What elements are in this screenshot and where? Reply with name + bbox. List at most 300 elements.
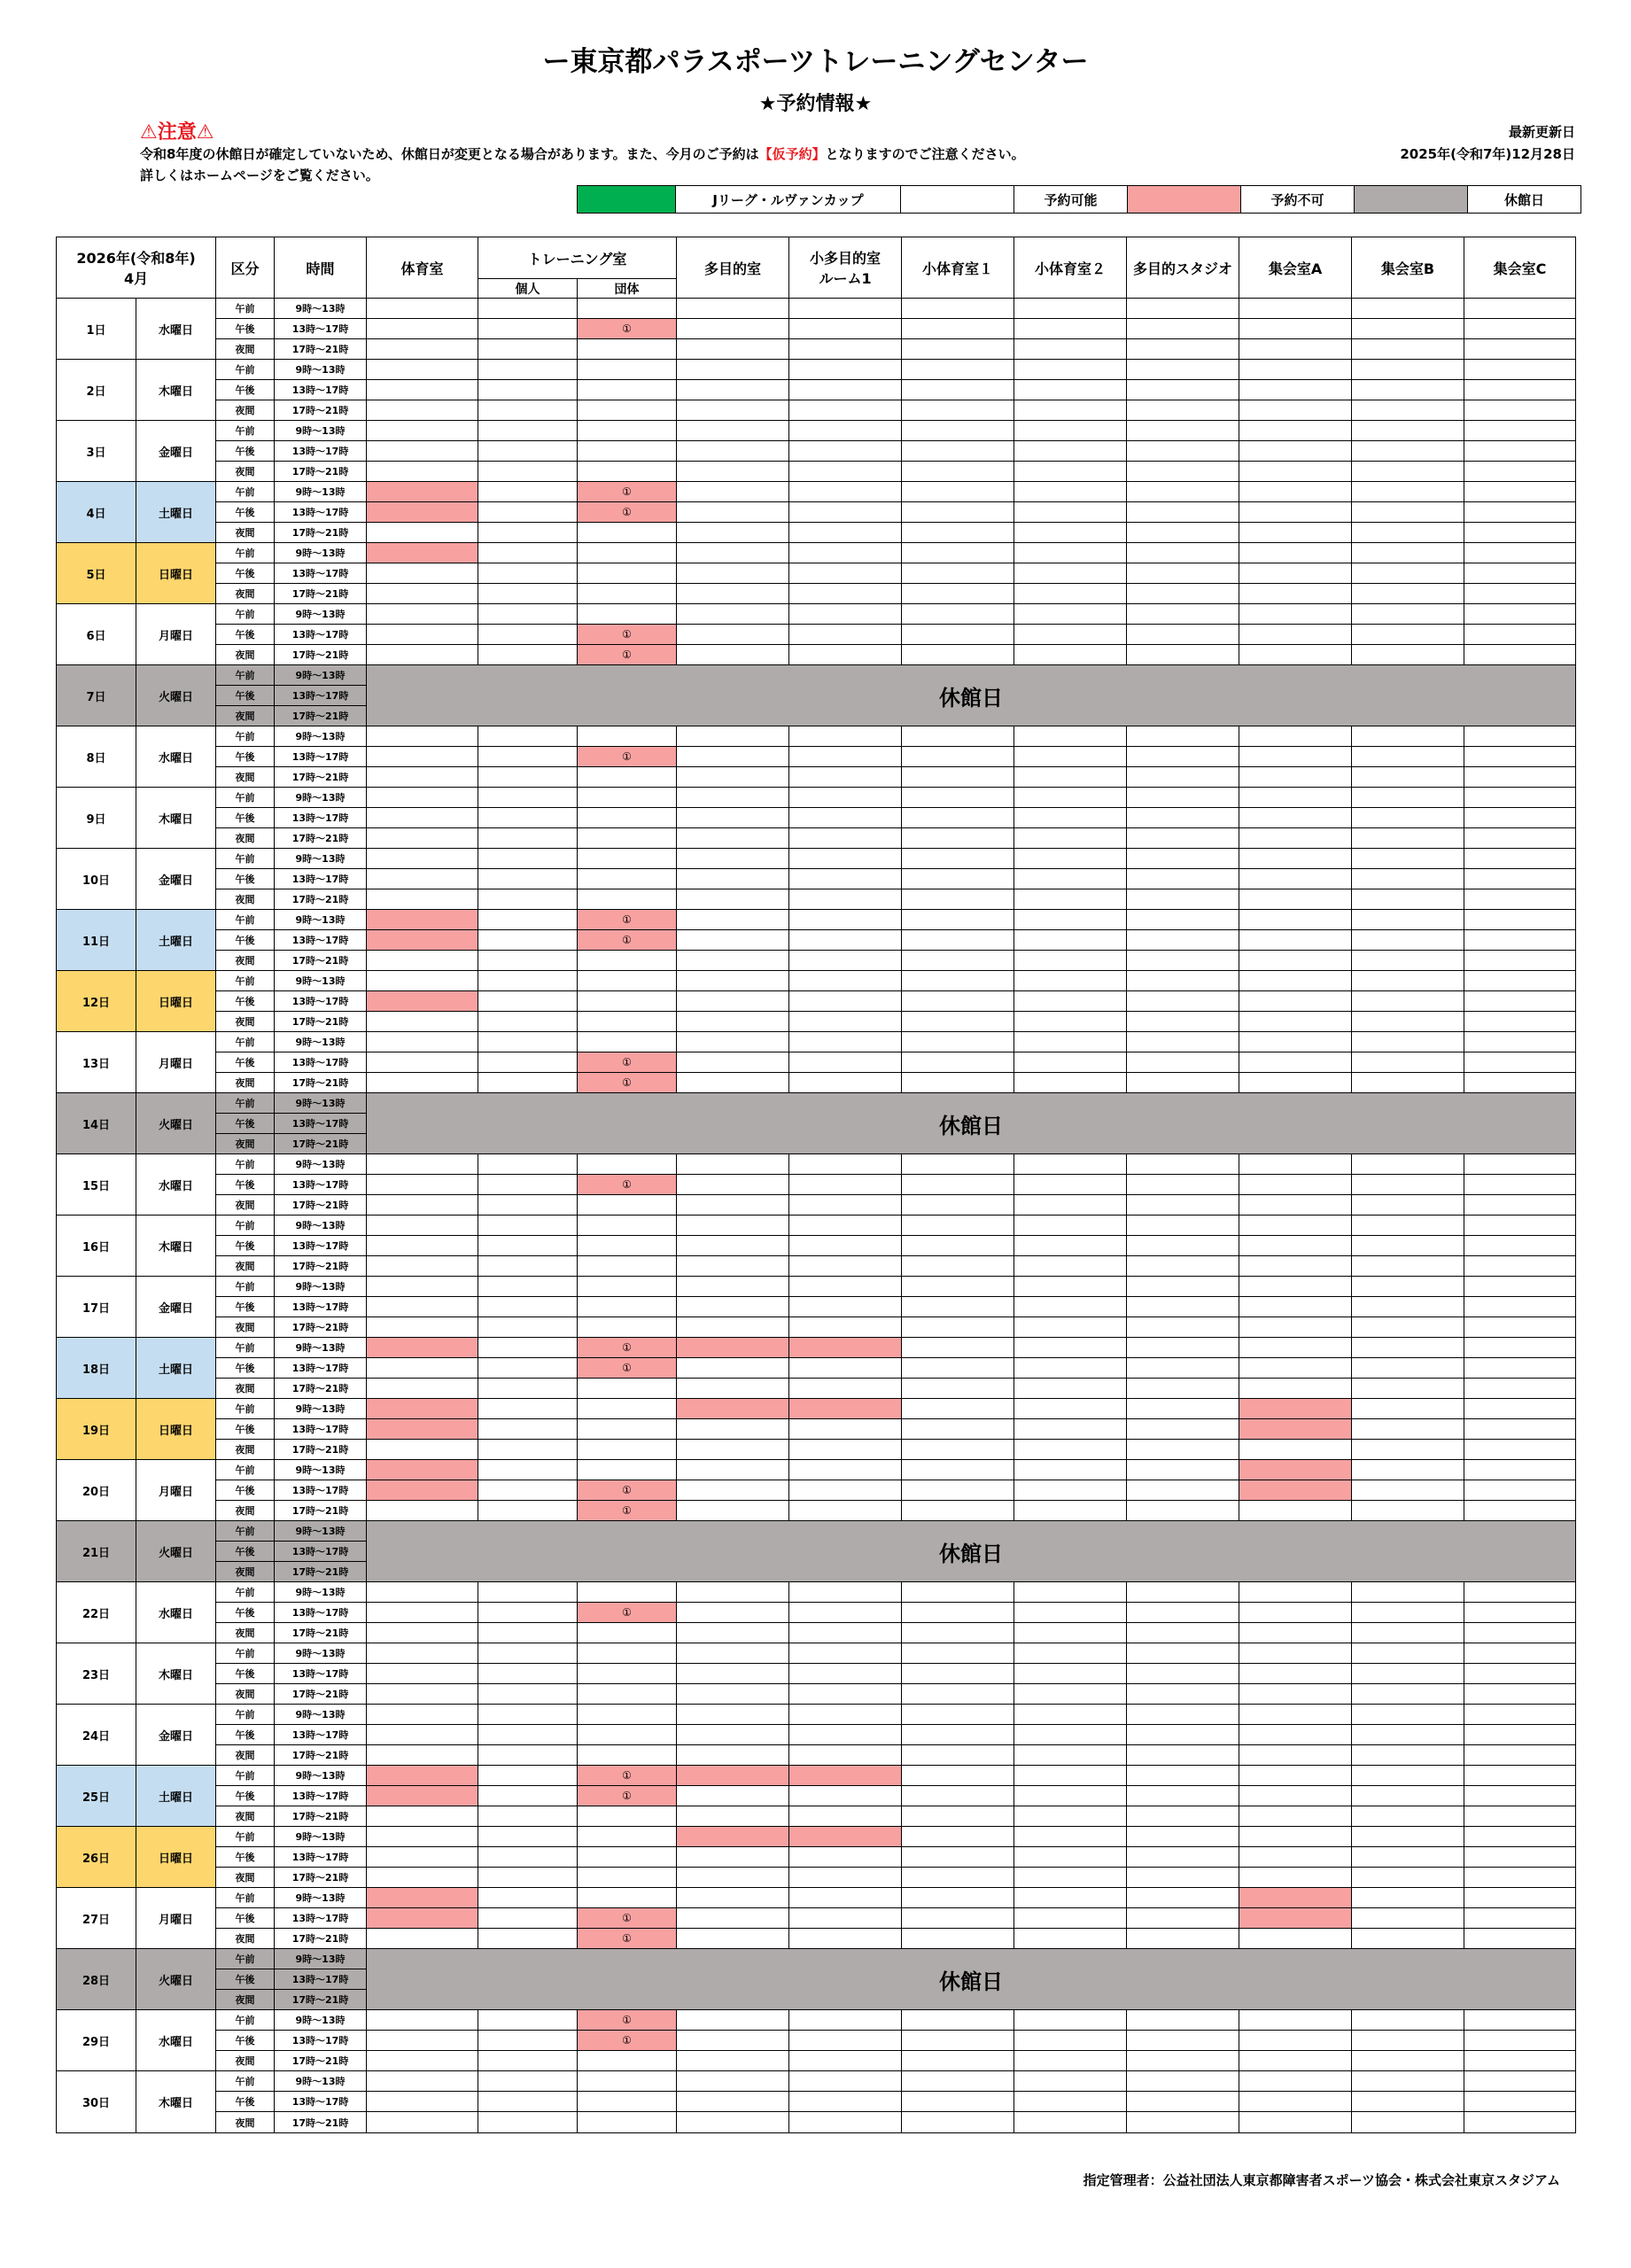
slot-meeting-a xyxy=(1239,910,1352,930)
slot-multi xyxy=(677,1908,789,1929)
period-label: 午前 xyxy=(216,1032,275,1052)
period-label: 夜間 xyxy=(216,1501,275,1521)
table-row xyxy=(57,1949,1576,1969)
slot-small-gym-2 xyxy=(1014,502,1127,523)
slot-multi xyxy=(677,1012,789,1032)
slot-small-gym-1 xyxy=(902,1603,1014,1623)
day-date: 14日 xyxy=(57,1093,136,1154)
table-row xyxy=(57,788,1576,808)
slot-small-gym-2 xyxy=(1014,563,1127,584)
period-time: 17時～21時 xyxy=(275,1134,367,1154)
slot-small-gym-2 xyxy=(1014,400,1127,421)
slot-studio xyxy=(1127,1297,1239,1317)
slot-meeting-a xyxy=(1239,1643,1352,1664)
table-row xyxy=(57,2071,1576,2092)
slot-studio xyxy=(1127,2071,1239,2092)
period-label: 午前 xyxy=(216,788,275,808)
slot-training-individual xyxy=(478,645,578,665)
slot-small-gym-2 xyxy=(1014,1256,1127,1277)
period-label: 午前 xyxy=(216,1949,275,1969)
slot-studio xyxy=(1127,604,1239,625)
period-label: 午後 xyxy=(216,1969,275,1990)
slot-meeting-b xyxy=(1352,462,1464,482)
slot-meeting-a xyxy=(1239,523,1352,543)
slot-training-individual xyxy=(478,1745,578,1766)
slot-small-gym-1 xyxy=(902,1460,1014,1480)
slot-meeting-a xyxy=(1239,584,1352,604)
slot-training-individual xyxy=(478,1847,578,1868)
slot-training-individual xyxy=(478,1643,578,1664)
slot-training-group xyxy=(578,1277,677,1297)
slot-training-group xyxy=(578,1888,677,1908)
slot-gym xyxy=(367,951,478,971)
slot-multi xyxy=(677,360,789,380)
table-row xyxy=(57,1684,1576,1705)
table-row xyxy=(57,1766,1576,1786)
slot-meeting-b xyxy=(1352,1480,1464,1501)
slot-meeting-b xyxy=(1352,1766,1464,1786)
period-label: 夜間 xyxy=(216,706,275,726)
slot-meeting-a xyxy=(1239,319,1352,339)
slot-gym xyxy=(367,1603,478,1623)
slot-small-gym-2 xyxy=(1014,1908,1127,1929)
legend xyxy=(577,185,1581,214)
header-meeting-a: 集会室A xyxy=(1239,237,1352,299)
slot-meeting-b xyxy=(1352,1827,1464,1847)
slot-small-gym-1 xyxy=(902,1786,1014,1806)
slot-meeting-c xyxy=(1464,441,1576,462)
slot-small-gym-2 xyxy=(1014,421,1127,441)
slot-small-multi xyxy=(789,808,902,828)
slot-meeting-b xyxy=(1352,726,1464,747)
table-row xyxy=(57,1705,1576,1725)
period-time: 13時～17時 xyxy=(275,319,367,339)
period-time: 13時～17時 xyxy=(275,1236,367,1256)
period-time: 13時～17時 xyxy=(275,380,367,400)
slot-gym xyxy=(367,1766,478,1786)
slot-training-individual xyxy=(478,1236,578,1256)
slot-small-gym-2 xyxy=(1014,380,1127,400)
period-time: 17時～21時 xyxy=(275,1012,367,1032)
slot-multi xyxy=(677,889,789,910)
table-row xyxy=(57,1582,1576,1603)
table-row xyxy=(57,971,1576,991)
slot-small-multi xyxy=(789,1297,902,1317)
slot-training-group: ① xyxy=(578,1073,677,1093)
slot-studio xyxy=(1127,1501,1239,1521)
slot-meeting-b xyxy=(1352,1358,1464,1379)
slot-meeting-a xyxy=(1239,1888,1352,1908)
slot-meeting-c xyxy=(1464,1766,1576,1786)
slot-training-individual xyxy=(478,1052,578,1073)
table-row xyxy=(57,2051,1576,2071)
slot-studio xyxy=(1127,625,1239,645)
slot-meeting-a xyxy=(1239,1908,1352,1929)
day-weekday: 金曜日 xyxy=(136,1277,216,1338)
slot-small-multi xyxy=(789,319,902,339)
day-weekday: 土曜日 xyxy=(136,910,216,971)
slot-meeting-b xyxy=(1352,1786,1464,1806)
slot-meeting-c xyxy=(1464,1643,1576,1664)
header-small-gym-2: 小体育室２ xyxy=(1014,237,1127,299)
period-time: 9時～13時 xyxy=(275,665,367,686)
table-row xyxy=(57,1623,1576,1643)
slot-meeting-a xyxy=(1239,1786,1352,1806)
slot-multi xyxy=(677,1460,789,1480)
slot-multi xyxy=(677,910,789,930)
slot-studio xyxy=(1127,849,1239,869)
slot-multi xyxy=(677,991,789,1012)
period-time: 9時～13時 xyxy=(275,2071,367,2092)
period-label: 午後 xyxy=(216,1725,275,1745)
slot-gym xyxy=(367,1623,478,1643)
slot-training-group: ① xyxy=(578,1052,677,1073)
day-date: 15日 xyxy=(57,1154,136,1216)
slot-meeting-b xyxy=(1352,1908,1464,1929)
slot-gym xyxy=(367,1643,478,1664)
slot-small-multi xyxy=(789,2071,902,2092)
period-time: 17時～21時 xyxy=(275,1501,367,1521)
slot-studio xyxy=(1127,1236,1239,1256)
slot-small-multi xyxy=(789,930,902,951)
slot-training-group xyxy=(578,1725,677,1745)
slot-small-multi xyxy=(789,1766,902,1786)
slot-meeting-c xyxy=(1464,1419,1576,1440)
legend-swatch-jleague xyxy=(578,186,676,214)
slot-studio xyxy=(1127,1317,1239,1338)
slot-gym xyxy=(367,645,478,665)
period-label: 午前 xyxy=(216,543,275,563)
slot-multi xyxy=(677,1440,789,1460)
table-row xyxy=(57,747,1576,767)
legend-label-unavailable: 予約不可 xyxy=(1241,186,1355,214)
period-label: 夜間 xyxy=(216,1684,275,1705)
slot-training-group xyxy=(578,971,677,991)
period-label: 午前 xyxy=(216,1277,275,1297)
slot-small-gym-1 xyxy=(902,523,1014,543)
slot-training-individual xyxy=(478,1582,578,1603)
slot-small-multi xyxy=(789,1073,902,1093)
period-time: 9時～13時 xyxy=(275,971,367,991)
last-updated-label: 最新更新日 xyxy=(1508,124,1575,140)
table-row xyxy=(57,1480,1576,1501)
slot-meeting-c xyxy=(1464,563,1576,584)
slot-small-gym-1 xyxy=(902,1929,1014,1949)
slot-meeting-a xyxy=(1239,1868,1352,1888)
slot-small-multi xyxy=(789,604,902,625)
period-label: 午前 xyxy=(216,1154,275,1175)
slot-meeting-a xyxy=(1239,930,1352,951)
slot-training-group xyxy=(578,1440,677,1460)
period-time: 13時～17時 xyxy=(275,747,367,767)
slot-meeting-b xyxy=(1352,584,1464,604)
period-label: 午前 xyxy=(216,604,275,625)
slot-small-multi xyxy=(789,1725,902,1745)
slot-meeting-c xyxy=(1464,971,1576,991)
slot-meeting-c xyxy=(1464,645,1576,665)
slot-training-group xyxy=(578,2071,677,2092)
legend-swatch-available xyxy=(901,186,1014,214)
table-row xyxy=(57,2112,1576,2133)
period-time: 13時～17時 xyxy=(275,869,367,889)
period-label: 午後 xyxy=(216,2092,275,2112)
slot-small-gym-1 xyxy=(902,1582,1014,1603)
table-row xyxy=(57,1908,1576,1929)
slot-gym xyxy=(367,360,478,380)
table-row xyxy=(57,645,1576,665)
day-weekday: 日曜日 xyxy=(136,1399,216,1460)
day-date: 6日 xyxy=(57,604,136,665)
period-label: 午前 xyxy=(216,1888,275,1908)
slot-gym xyxy=(367,1277,478,1297)
period-label: 夜間 xyxy=(216,1562,275,1582)
period-time: 17時～21時 xyxy=(275,1990,367,2010)
slot-meeting-b xyxy=(1352,1888,1464,1908)
slot-training-individual xyxy=(478,400,578,421)
day-date: 10日 xyxy=(57,849,136,910)
period-time: 9時～13時 xyxy=(275,1888,367,1908)
slot-training-group xyxy=(578,1195,677,1216)
slot-small-gym-2 xyxy=(1014,1643,1127,1664)
slot-meeting-c xyxy=(1464,910,1576,930)
period-label: 夜間 xyxy=(216,1745,275,1766)
period-label: 午後 xyxy=(216,1908,275,1929)
table-row xyxy=(57,1827,1576,1847)
slot-training-group xyxy=(578,1297,677,1317)
slot-training-group xyxy=(578,1379,677,1399)
slot-training-individual xyxy=(478,1399,578,1419)
slot-small-multi xyxy=(789,951,902,971)
slot-training-group: ① xyxy=(578,1603,677,1623)
slot-small-gym-1 xyxy=(902,1847,1014,1868)
slot-studio xyxy=(1127,1888,1239,1908)
slot-multi xyxy=(677,400,789,421)
slot-gym xyxy=(367,1256,478,1277)
slot-meeting-b xyxy=(1352,482,1464,502)
slot-training-individual xyxy=(478,360,578,380)
slot-meeting-b xyxy=(1352,604,1464,625)
slot-multi xyxy=(677,1277,789,1297)
slot-meeting-a xyxy=(1239,2010,1352,2031)
slot-meeting-b xyxy=(1352,849,1464,869)
period-time: 9時～13時 xyxy=(275,482,367,502)
slot-gym xyxy=(367,889,478,910)
slot-studio xyxy=(1127,2031,1239,2051)
header-multi: 多目的室 xyxy=(677,237,789,299)
slot-meeting-b xyxy=(1352,1052,1464,1073)
slot-meeting-b xyxy=(1352,930,1464,951)
table-row xyxy=(57,930,1576,951)
period-label: 午前 xyxy=(216,360,275,380)
period-label: 午後 xyxy=(216,1114,275,1134)
period-time: 13時～17時 xyxy=(275,1052,367,1073)
slot-small-gym-1 xyxy=(902,482,1014,502)
slot-training-individual xyxy=(478,441,578,462)
slot-training-individual xyxy=(478,1358,578,1379)
slot-small-gym-1 xyxy=(902,339,1014,360)
slot-small-gym-2 xyxy=(1014,604,1127,625)
slot-multi xyxy=(677,1358,789,1379)
slot-meeting-a xyxy=(1239,1236,1352,1256)
period-time: 13時～17時 xyxy=(275,1175,367,1195)
slot-multi xyxy=(677,1399,789,1419)
slot-small-gym-1 xyxy=(902,951,1014,971)
slot-training-individual xyxy=(478,2092,578,2112)
period-time: 17時～21時 xyxy=(275,767,367,788)
table-row xyxy=(57,665,1576,686)
slot-training-group xyxy=(578,828,677,849)
slot-small-multi xyxy=(789,1154,902,1175)
slot-studio xyxy=(1127,910,1239,930)
day-weekday: 木曜日 xyxy=(136,788,216,849)
slot-multi xyxy=(677,1501,789,1521)
slot-small-multi xyxy=(789,889,902,910)
period-label: 夜間 xyxy=(216,1868,275,1888)
slot-small-gym-2 xyxy=(1014,2031,1127,2051)
slot-meeting-a xyxy=(1239,849,1352,869)
slot-training-individual xyxy=(478,2031,578,2051)
slot-small-gym-1 xyxy=(902,625,1014,645)
slot-gym xyxy=(367,1582,478,1603)
slot-small-multi xyxy=(789,1440,902,1460)
slot-small-gym-1 xyxy=(902,889,1014,910)
slot-meeting-a xyxy=(1239,1317,1352,1338)
slot-meeting-b xyxy=(1352,951,1464,971)
period-label: 夜間 xyxy=(216,1806,275,1827)
slot-studio xyxy=(1127,1705,1239,1725)
slot-training-individual xyxy=(478,1888,578,1908)
slot-meeting-b xyxy=(1352,1684,1464,1705)
slot-small-multi xyxy=(789,1847,902,1868)
header-meeting-c: 集会室C xyxy=(1464,237,1576,299)
slot-small-gym-2 xyxy=(1014,360,1127,380)
slot-studio xyxy=(1127,1684,1239,1705)
slot-small-gym-1 xyxy=(902,502,1014,523)
slot-multi xyxy=(677,808,789,828)
slot-training-group: ① xyxy=(578,482,677,502)
slot-small-multi xyxy=(789,1419,902,1440)
closed-day-cell: 休館日 xyxy=(367,1521,1576,1582)
slot-multi xyxy=(677,2031,789,2051)
header-time: 時間 xyxy=(275,237,367,299)
period-time: 9時～13時 xyxy=(275,1460,367,1480)
slot-meeting-b xyxy=(1352,1297,1464,1317)
period-label: 午後 xyxy=(216,686,275,706)
period-label: 午後 xyxy=(216,1542,275,1562)
slot-meeting-c xyxy=(1464,502,1576,523)
slot-gym xyxy=(367,1195,478,1216)
slot-meeting-c xyxy=(1464,380,1576,400)
slot-meeting-c xyxy=(1464,1888,1576,1908)
slot-small-gym-1 xyxy=(902,1643,1014,1664)
slot-studio xyxy=(1127,1358,1239,1379)
slot-meeting-c xyxy=(1464,869,1576,889)
slot-small-gym-2 xyxy=(1014,788,1127,808)
slot-training-individual xyxy=(478,930,578,951)
period-time: 13時～17時 xyxy=(275,930,367,951)
slot-meeting-b xyxy=(1352,1745,1464,1766)
slot-training-group: ① xyxy=(578,930,677,951)
table-row xyxy=(57,441,1576,462)
slot-training-group xyxy=(578,2092,677,2112)
slot-meeting-b xyxy=(1352,1623,1464,1643)
slot-gym xyxy=(367,1745,478,1766)
slot-meeting-c xyxy=(1464,2112,1576,2133)
slot-meeting-b xyxy=(1352,2092,1464,2112)
slot-multi xyxy=(677,1684,789,1705)
slot-small-gym-2 xyxy=(1014,2051,1127,2071)
slot-small-gym-2 xyxy=(1014,645,1127,665)
slot-meeting-c xyxy=(1464,1705,1576,1725)
slot-studio xyxy=(1127,1154,1239,1175)
slot-meeting-b xyxy=(1352,1806,1464,1827)
slot-small-multi xyxy=(789,543,902,563)
slot-studio xyxy=(1127,1603,1239,1623)
slot-training-group xyxy=(578,1256,677,1277)
slot-studio xyxy=(1127,869,1239,889)
slot-small-gym-2 xyxy=(1014,1236,1127,1256)
slot-training-group xyxy=(578,1154,677,1175)
slot-studio xyxy=(1127,1256,1239,1277)
slot-small-gym-1 xyxy=(902,584,1014,604)
table-row xyxy=(57,299,1576,319)
slot-small-gym-2 xyxy=(1014,319,1127,339)
slot-training-group xyxy=(578,1745,677,1766)
slot-multi xyxy=(677,1786,789,1806)
period-label: 夜間 xyxy=(216,462,275,482)
slot-studio xyxy=(1127,1012,1239,1032)
slot-gym xyxy=(367,910,478,930)
slot-meeting-b xyxy=(1352,1012,1464,1032)
slot-training-group xyxy=(578,991,677,1012)
table-row xyxy=(57,1297,1576,1317)
slot-meeting-c xyxy=(1464,1032,1576,1052)
period-label: 午前 xyxy=(216,726,275,747)
legend-label-available: 予約可能 xyxy=(1014,186,1128,214)
slot-small-gym-2 xyxy=(1014,767,1127,788)
slot-meeting-b xyxy=(1352,1460,1464,1480)
slot-multi xyxy=(677,2092,789,2112)
table-header xyxy=(57,237,1576,299)
period-time: 17時～21時 xyxy=(275,1317,367,1338)
slot-studio xyxy=(1127,1868,1239,1888)
slot-training-individual xyxy=(478,604,578,625)
table-row xyxy=(57,584,1576,604)
slot-training-group: ① xyxy=(578,1501,677,1521)
slot-multi xyxy=(677,1480,789,1501)
slot-gym xyxy=(367,747,478,767)
slot-meeting-b xyxy=(1352,2112,1464,2133)
slot-studio xyxy=(1127,563,1239,584)
day-weekday: 木曜日 xyxy=(136,360,216,421)
slot-studio xyxy=(1127,319,1239,339)
table-row xyxy=(57,1929,1576,1949)
period-label: 夜間 xyxy=(216,523,275,543)
slot-studio xyxy=(1127,1827,1239,1847)
day-weekday: 金曜日 xyxy=(136,1705,216,1766)
slot-multi xyxy=(677,339,789,360)
slot-small-gym-1 xyxy=(902,1705,1014,1725)
slot-small-gym-2 xyxy=(1014,1745,1127,1766)
slot-training-individual xyxy=(478,339,578,360)
period-time: 13時～17時 xyxy=(275,441,367,462)
slot-studio xyxy=(1127,1073,1239,1093)
slot-training-individual xyxy=(478,726,578,747)
period-label: 午前 xyxy=(216,1521,275,1542)
slot-small-multi xyxy=(789,2112,902,2133)
slot-meeting-c xyxy=(1464,339,1576,360)
table-row xyxy=(57,1786,1576,1806)
